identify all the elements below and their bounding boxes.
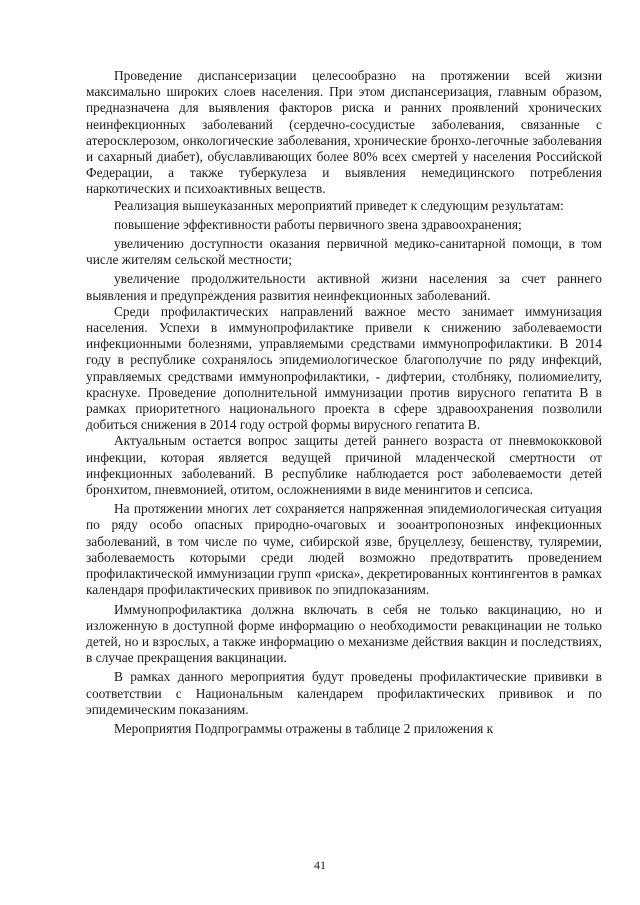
paragraph-vaccinations-calendar: В рамках данного мероприятия будут проведены профилактические прививки в соответствии с Национальным календарем профилактических прививок и по эпидемическим показаниям. — [86, 669, 602, 717]
document-body — [86, 68, 602, 737]
paragraph-subprogram-table: Мероприятия Подпрограммы отражены в таблице 2 приложения к — [114, 720, 494, 736]
result-item-primary-care: повышение эффективности работы первичного звена здравоохранения; — [114, 216, 522, 232]
paragraph-immunization: Среди профилактических направлений важное место занимает иммунизация населения. Успехи в иммунопрофилактике привели к снижению заболеваемости инфекционными болезнями, управляемыми средствами иммунопрофилактики. В 2014 году в республике сохранялось эпидемиологическое благополучие по ряду инфекций, управляемых средствами иммунопрофилактики, - дифтерии, столбняку, полиомиелиту, краснухе. Проведение дополнительной иммунизации против вирусного гепатита В в рамках приоритетного национального проекта в сфере здравоохранения позволили добиться снижения в 2014 году острой формы вирусного гепатита В. — [86, 303, 602, 433]
paragraph-dispensarization: Проведение диспансеризации целесообразно на протяжении всей жизни максимально широких слоев населения. При этом диспансеризация, главным образом, предназначена для выявления факторов риска и ранних проявлений хронических неинфекционных заболеваний (сердечно-сосудистые заболевания, связанные с атеросклерозом, онкологические заболевания, хронические бронхо-легочные заболевания и сахарный диабет), обуславливающих более 80% всех смертей у населения Российской Федерации, а также туберкулеза и выявления немедицинского потребления наркотических и психоактивных веществ. — [86, 68, 602, 197]
result-item-accessibility: увеличению доступности оказания первичной медико-санитарной помощи, в том числе жителям сельской местности; — [86, 236, 602, 268]
page-number: 41 — [314, 858, 326, 872]
paragraph-results-intro: Реализация вышеуказанных мероприятий приведет к следующим результатам: — [114, 197, 564, 213]
result-item-active-life: увеличение продолжительности активной жизни населения за счет раннего выявления и предупреждения развития неинфекционных заболеваний. — [86, 271, 602, 303]
paragraph-pneumococcal: Актуальным остается вопрос защиты детей раннего возраста от пневмококковой инфекции, которая является ведущей причиной младенческой смертности от инфекционных заболеваний. В республике наблюдается рост заболеваемости детей бронхитом, пневмонией, отитом, осложнениями в виде менингитов и сепсиса. — [86, 433, 602, 498]
paragraph-immunoprophylaxis-info: Иммунопрофилактика должна включать в себя не только вакцинацию, но и изложенную в доступной форме информацию о необходимости ревакцинации не только детей, но и взрослых, а также информацию о механизме действия вакцин и последствиях, в случае прекращения вакцинации. — [86, 601, 602, 666]
paragraph-epidemiological-situation: На протяжении многих лет сохраняется напряженная эпидемиологическая ситуация по ряду особо опасных природно-очаговых и зооантропонозных инфекционных заболеваний, в том числе по чуме, сибирской язве, бруцеллезу, бешенству, туляремии, заболеваемость которыми среди людей возможно предотвратить проведением профилактической иммунизации групп «риска», декретированных контингентов в рамках календаря профилактических прививок по эпидпоказаниям. — [86, 501, 602, 598]
